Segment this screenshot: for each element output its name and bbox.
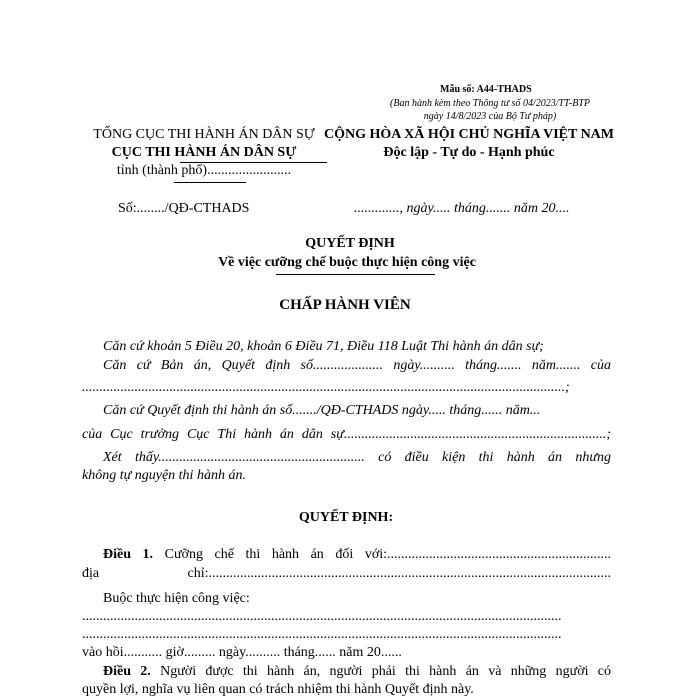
consideration-continued: không tự nguyện thi hành án. — [82, 468, 246, 483]
document-number: Số:......../QĐ-CTHADS — [118, 201, 250, 216]
article-1-label: Điều 1. — [103, 547, 154, 562]
agency-divider — [174, 182, 246, 183]
basis-enforcement-decision: Căn cứ Quyết định thi hành án số......./QĐ-CTHADS ngày..... tháng...... năm... — [103, 403, 541, 418]
obligation-dots-2: ......................................................................................................................................... — [82, 627, 562, 642]
national-motto: Độc lập - Tự do - Hạnh phúc — [383, 145, 555, 160]
form-issuance-date: ngày 14/8/2023 của Bộ Tư pháp) — [423, 111, 557, 122]
consideration: Xét thấy........................................................... có điều kiện thi hành án nhưng — [103, 450, 611, 465]
article-2-label: Điều 2. — [103, 664, 151, 679]
basis-law: Căn cứ khoản 5 Điều 20, khoản 6 Điều 71, Điều 118 Luật Thi hành án dân sự; — [103, 339, 544, 354]
article-2-continued: quyền lợi, nghĩa vụ liên quan có trách nhiệm thi hành Quyết định này. — [82, 682, 474, 697]
basis-judgment-continued: ..........................................................................................................................................; — [82, 380, 570, 395]
subtitle-underline — [276, 274, 435, 275]
form-issuance-note: (Ban hành kèm theo Thông tư số 04/2023/TT-BTP — [390, 98, 590, 109]
article-1 — [103, 547, 611, 563]
article-2-text: Người được thi hành án, người phải thi hành án và những người có — [150, 664, 612, 679]
basis-judgment: Căn cứ Bản án, Quyết định số.................... ngày.......... tháng....... năm....... của — [103, 358, 611, 373]
agency-province: tỉnh (thành phố)........................ — [116, 163, 292, 178]
form-code: Mẫu số: A44-THADS — [440, 84, 532, 95]
nation-name: CỘNG HÒA XÃ HỘI CHỦ NGHĨA VIỆT NAM — [323, 127, 614, 142]
basis-enforcement-decision-continued: của Cục trưởng Cục Thi hành án dân sự...........................................................................; — [82, 427, 611, 442]
article-1-text: Cưỡng chế thi hành án đối với:................................................................ — [153, 547, 611, 562]
agency-parent: TỔNG CỤC THI HÀNH ÁN DÂN SỰ — [93, 127, 315, 142]
enforcement-time: vào hồi........... giờ......... ngày.......... tháng...... năm 20...... — [82, 645, 402, 660]
address-field: địa chỉ:................................................................................................................... — [82, 566, 611, 581]
decision-heading: QUYẾT ĐỊNH: — [298, 510, 394, 525]
document-title: QUYẾT ĐỊNH — [305, 236, 395, 251]
article-2 — [103, 664, 611, 680]
obligation-label: Buộc thực hiện công việc: — [103, 591, 250, 606]
issuing-authority: CHẤP HÀNH VIÊN — [279, 297, 411, 313]
obligation-dots-1: ......................................................................................................................................... — [82, 609, 562, 624]
document-subtitle: Về việc cưỡng chế buộc thực hiện công việc — [218, 255, 476, 270]
place-and-date: ............., ngày..... tháng....... năm 20.... — [354, 201, 570, 216]
agency-name: CỤC THI HÀNH ÁN DÂN SỰ — [111, 145, 297, 160]
